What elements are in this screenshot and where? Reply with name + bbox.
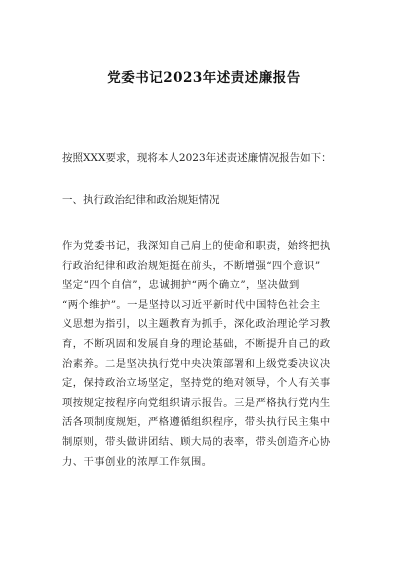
paragraph-line: 育，不断巩固和发展自身的理论基础，不断提升自己的政 [62,337,331,350]
paragraph-line: 活各项制度规矩，严格遵循组织程序，带头执行民主集中 [62,416,331,429]
paragraph-line: 义思想为指引，以主题教育为抓手，深化政治理论学习教 [62,318,331,331]
paragraph-line: 定，保持政治立场坚定，坚持党的绝对领导，个人有关事 [62,377,331,390]
paragraph-line: 力、干事创业的浓厚工作氛围。 [62,455,213,468]
paragraph-line: “两个维护”。一是坚持以习近平新时代中国特色社会主 [62,298,321,311]
section-heading: 一、执行政治纪律和政治规矩情况 [62,194,220,206]
paragraph-line: 行政治纪律和政治规矩挺在前头，不断增强“四个意识” [62,259,321,272]
document-title: 党委书记2023年述责述廉报告 [107,70,301,86]
paragraph-line: 项按规定按程序向党组织请示报告。三是严格执行党内生 [62,396,331,409]
paragraph-line: 治素养。二是坚决执行党中央决策部署和上级党委决议决 [62,357,331,370]
paragraph-line: 制原则，带头做讲团结、顾大局的表率，带头创造齐心协 [62,435,331,448]
paragraph-line: 坚定“四个自信”，忠诚拥护“两个确立”，坚决做到 [62,279,300,292]
intro-line: 按照XXX要求，现将本人2023年述责述廉情况报告如下： [62,152,332,164]
body-paragraph [62,237,352,472]
paragraph-line: 作为党委书记，我深知自己肩上的使命和职责，始终把执 [62,240,331,252]
